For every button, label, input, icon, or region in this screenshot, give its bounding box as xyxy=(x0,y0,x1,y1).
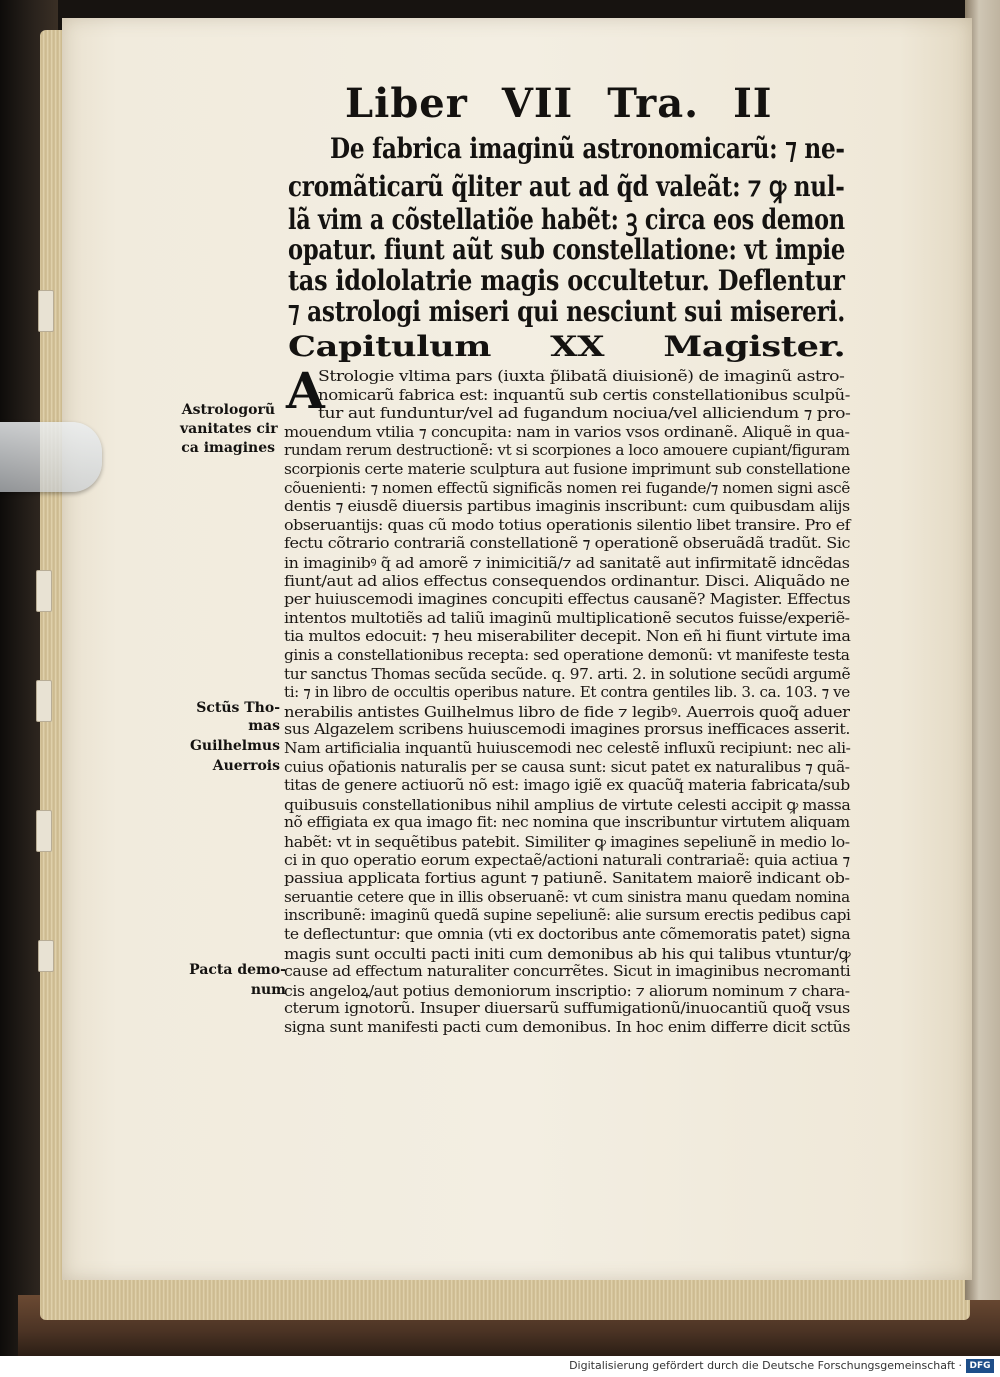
title-line: lã vim a cõstellatiõe habẽt: ꝫ circa eos demon xyxy=(288,203,845,236)
body-line: nomicarũ fabrica est: inquantũ sub certis constellationibus sculpũ- xyxy=(318,385,850,404)
margin-line: num xyxy=(250,982,286,998)
chapter-heading: Capitulum XX Magister. xyxy=(288,330,846,363)
body-line: per huiuscemodi imagines concupiti effectus causanẽ? Magister. Effectus xyxy=(284,590,851,609)
body-line: tur sanctus Thomas secũda secũde. q. 97. arti. 2. in solutione secũdi argumẽ xyxy=(284,664,851,683)
body-line: cause ad effectum naturaliter concurrẽtes. Sicut in imaginibus necromanti xyxy=(284,962,851,981)
page-tab xyxy=(36,680,52,722)
body-line: dentis ⁊ eiusdẽ diuersis partibus imaginis inscribunt: cum quibusdam alijs xyxy=(284,497,850,516)
body-line: obseruantijs: quas cũ modo totius operationis silentio libet transire. Pro ef xyxy=(284,515,851,534)
body-line: te deflectuntur: que omnia (vti ex doctoribus ante cõmemoratis patet) signa xyxy=(284,925,851,943)
body-line: cterum ignotorũ. Insuper diuersarũ suffumigationũ/inuocantiũ quoq̃ vsus xyxy=(284,999,850,1018)
margin-line: ca imagines xyxy=(181,440,275,456)
body-line: scorpionis certe materie sculptura aut fusione imprimunt sub constellatione xyxy=(284,460,850,478)
page-tab xyxy=(38,290,54,332)
body-line: Strologie vltima pars (iuxta p̃libatã diuisionẽ) de imaginũ astro- xyxy=(318,367,845,385)
body-line: titas de genere actiuorũ nõ est: imago igiẽ ex quacũq̃ materia fabricata/sub xyxy=(284,776,850,795)
page-tab xyxy=(36,570,52,612)
page-tab xyxy=(38,940,54,972)
body-line: quibusuis constellationibus nihil amplius de virtute celesti accipit ꝙ massa xyxy=(284,795,851,814)
header-tractatus-number: II xyxy=(733,80,773,127)
body-line: cis angeloꝝ/aut potius demoniorum inscriptio: ⁊ aliorum nominum ⁊ chara- xyxy=(284,981,850,1000)
body-line: fiunt/aut ad alios effectus consequendos ordinantur. Disci. Aliquãdo ne xyxy=(284,571,850,590)
margin-line: Auerrois xyxy=(212,758,280,774)
body-line: signa sunt manifesti pacti cum demonibus. In hoc enim differre dicit sctũs xyxy=(284,1018,851,1036)
title-line: De fabrica imaginũ astronomicarũ: ⁊ ne- xyxy=(330,132,845,165)
drop-capital: A xyxy=(286,361,325,420)
body-line: nerabilis antistes Guilhelmus libro de fide ⁊ legibꝰ. Auerrois quoq̃ aduer xyxy=(284,702,850,721)
header-book-number: VII xyxy=(501,80,574,127)
body-line: habẽt: vt in sequẽtibus patebit. Similiter ꝙ imagines sepeliunẽ in medio lo- xyxy=(284,833,850,851)
body-line: in imaginibꝰ q̃ ad amorẽ ⁊ inimicitiã/⁊ ad sanitatẽ aut infirmitatẽ idncẽdas xyxy=(284,554,850,572)
title-line: ⁊ astrologi miseri qui nesciunt sui misereri. xyxy=(288,295,846,328)
margin-line: mas xyxy=(248,718,280,734)
body-line: ci in quo operatio eorum expectaẽ/actioni naturali contrariaẽ: quia actiua ⁊ xyxy=(284,850,850,869)
body-line: ginis a constellationibus recepta: sed operatione demonũ: vt manifeste testa xyxy=(284,646,850,664)
title-line: cromãticarũ q̃liter aut ad q̃d valeãt: ⁊ ꝙ nul- xyxy=(288,170,845,203)
footer-credit: Digitalisierung gefördert durch die Deutsche Forschungsgemeinschaft · xyxy=(569,1359,962,1372)
margin-line: Pacta demo- xyxy=(189,962,286,978)
body-line: mouendum vtilia ⁊ concupita: nam in varios vsos ordinanẽ. Aliquẽ in qua- xyxy=(284,422,850,441)
title-line: tas idololatrie magis occultetur. Deflentur xyxy=(288,264,845,297)
dfg-logo: DFG xyxy=(966,1359,994,1373)
header-tractatus: Tra. xyxy=(607,80,700,127)
footer-bar xyxy=(0,1356,1000,1377)
body-line: inscribunẽ: imaginũ quedã supine sepeliunẽ: alie sursum erectis pedibus capi xyxy=(284,906,851,925)
body-line: Nam artificialia inquantũ huiuscemodi nec celestẽ influxũ recipiunt: nec ali- xyxy=(284,739,851,757)
body-line: intentos multotiẽs ad taliũ imaginũ multiplicationẽ secutos fuisse/experiẽ- xyxy=(284,608,850,627)
body-line: sus Algazelem scribens huiuscemodi imagines prorsus inefficaces asserit. xyxy=(284,720,850,739)
body-line: rundam rerum destructionẽ: vt si scorpiones a loco amouere cupiant/figuram xyxy=(284,441,850,460)
body-line: tur aut funduntur/vel ad fugandum nociua/vel alliciendum ⁊ pro- xyxy=(318,404,851,423)
body-line: cuius op̃ationis naturalis per se causa sunt: sicut patet ex naturalibus ⁊ quã- xyxy=(284,757,850,776)
body-line: cõuenienti: ⁊ nomen effectũ significãs nomen rei fugande/⁊ nomen signi ascẽ xyxy=(284,478,850,497)
body-line: nõ effigiata ex qua imago fit: nec nomina que inscribuntur virtutem aliquam xyxy=(284,813,850,832)
title-line: opatur. fiunt aũt sub constellatione: vt impie xyxy=(288,233,846,266)
margin-line: vanitates cir xyxy=(180,421,278,437)
running-header xyxy=(345,80,806,127)
margin-line: Astrologorũ xyxy=(181,402,275,418)
page-clip xyxy=(0,422,102,492)
body-line: passiua applicata fortius agunt ⁊ patiunẽ. Sanitatem maiorẽ indicant ob- xyxy=(284,869,850,888)
header-liber: Liber xyxy=(345,80,468,127)
body-line: fectu cõtrario contrariã constellationẽ ⁊ operationẽ obseruãdã tradũt. Sic xyxy=(284,534,851,553)
margin-line: Sctũs Tho- xyxy=(196,700,280,716)
body-line: magis sunt occulti pacti initi cum demonibus ab his qui talibus vtuntur/ꝙ xyxy=(284,944,851,963)
body-line: ti: ⁊ in libro de occultis operibus nature. Et contra gentiles lib. 3. ca. 103. ⁊ ve xyxy=(284,683,850,702)
page-tab xyxy=(36,810,52,852)
body-line: seruantie cetere que in illis obseruanẽ: vt cum sinistra manu quedam nomina xyxy=(284,887,850,906)
body-line: tia multos edocuit: ⁊ heu miserabiliter decepit. Non eñ hi fiunt virtute ima xyxy=(284,627,851,646)
margin-line: Guilhelmus xyxy=(189,738,280,754)
